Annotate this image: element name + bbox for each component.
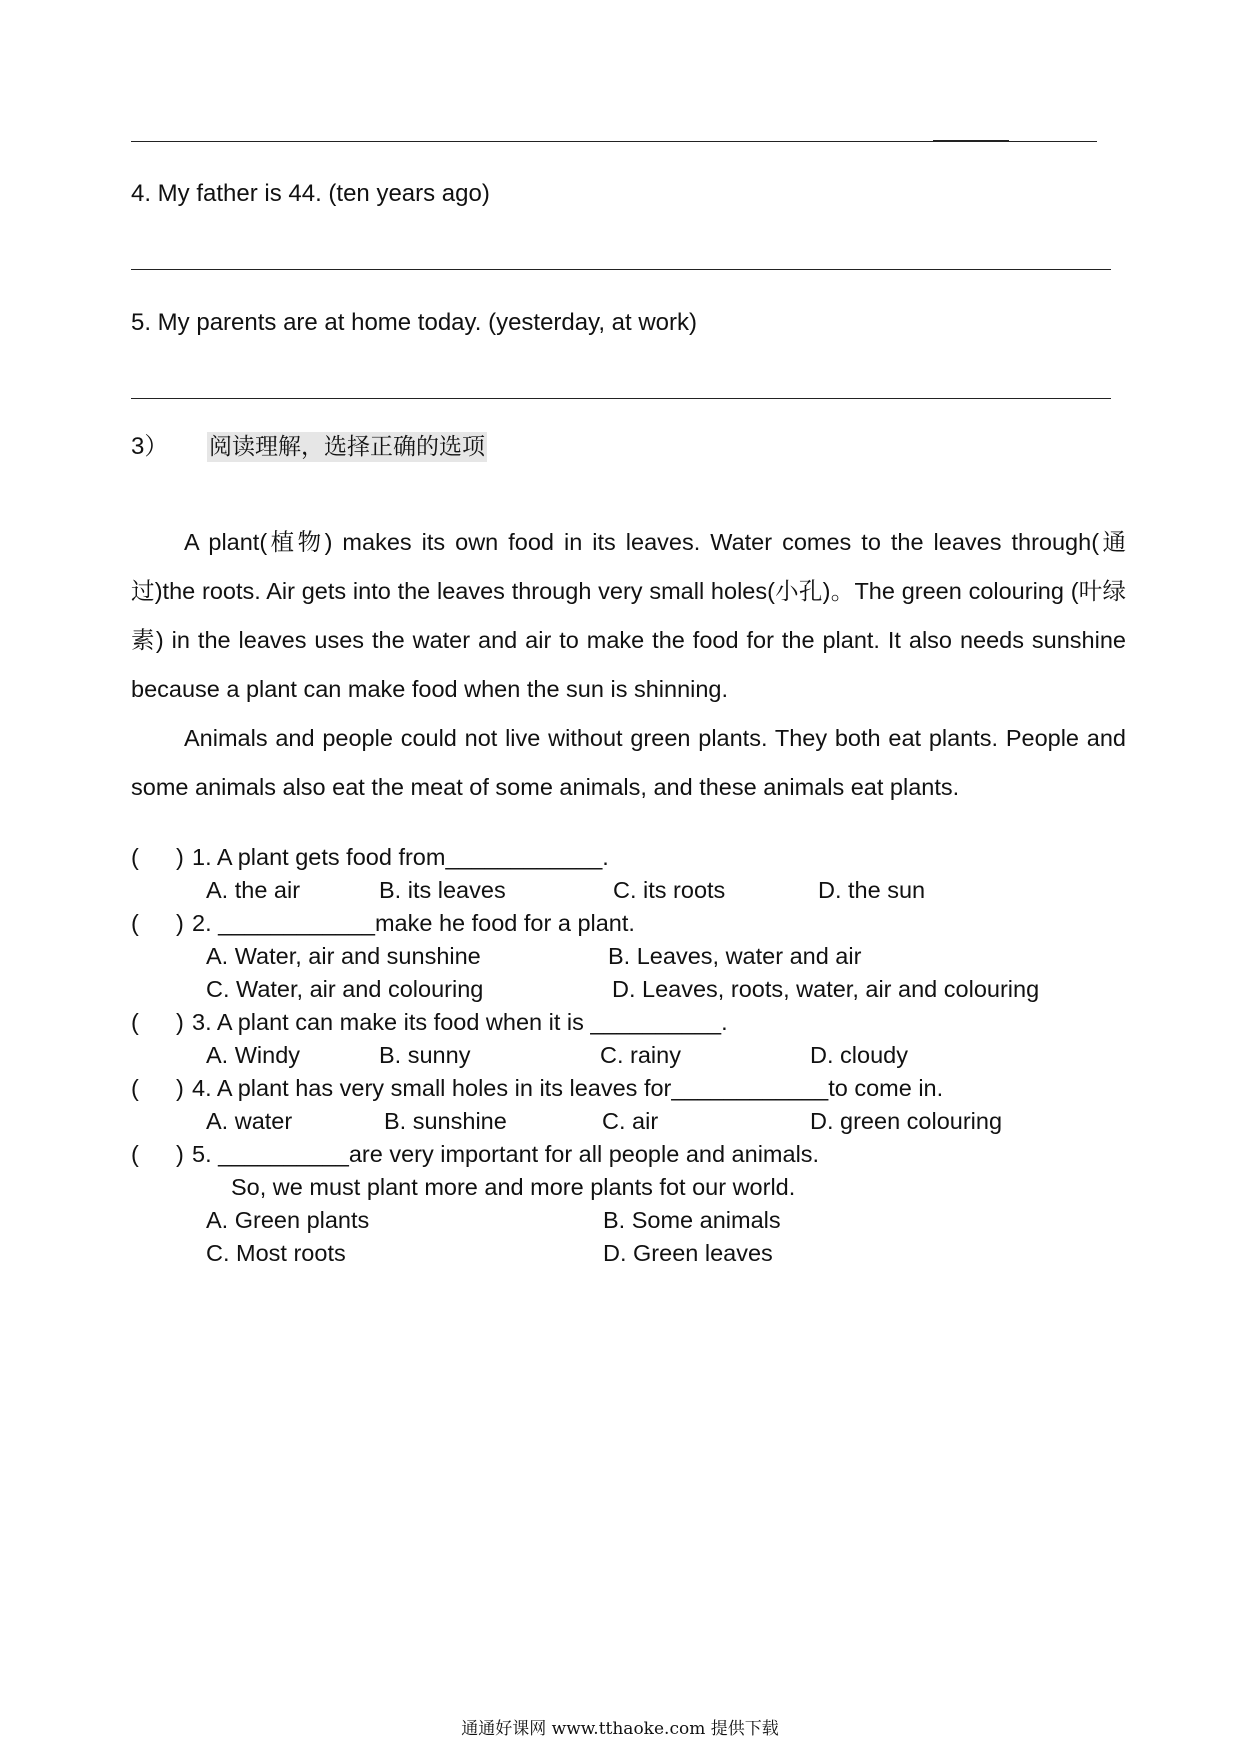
option-d: D. the sun [818, 877, 926, 903]
option-b: B. its leaves [379, 877, 506, 903]
rewrite-item-4: 4. My father is 44. (ten years ago) [131, 180, 490, 207]
passage-paragraph: Animals and people could not live without green plants. They both eat plants. People and some animals also eat the meat of some animals, and these animals eat plants. [131, 725, 1126, 800]
option-a: A. the air [206, 877, 301, 903]
answer-paren-close: ) [176, 844, 184, 870]
answer-paren-close: ) [176, 1075, 184, 1101]
answer-line [131, 398, 1111, 399]
page-footer: 通通好课网 www.tthaoke.com 提供下载 [461, 1719, 779, 1739]
option-c: C. Most roots [206, 1240, 346, 1266]
answer-paren-open: ( [131, 910, 139, 936]
option-c: C. air [602, 1108, 659, 1134]
question-text: 2. ____________make he food for a plant. [192, 910, 635, 936]
option-d: D. Leaves, roots, water, air and colouring [612, 976, 1040, 1002]
reading-passage [131, 518, 1126, 812]
option-b: B. Leaves, water and air [608, 943, 862, 969]
option-a: A. water [206, 1108, 293, 1134]
option-c: C. Water, air and colouring [206, 976, 484, 1002]
answer-paren-open: ( [131, 1075, 139, 1101]
option-d: D. cloudy [810, 1042, 908, 1068]
question-text: 1. A plant gets food from____________. [192, 844, 609, 870]
answer-line [131, 269, 1111, 270]
option-b: B. Some animals [603, 1207, 781, 1233]
rewrite-item-5: 5. My parents are at home today. (yesterday, at work) [131, 309, 698, 336]
question-text: 3. A plant can make its food when it is __________. [192, 1009, 728, 1035]
question-text: 4. A plant has very small holes in its leaves for____________to come in. [192, 1075, 944, 1101]
answer-paren-close: ) [176, 910, 184, 936]
section-heading: 阅读理解，选择正确的选项 [209, 434, 485, 460]
answer-line-accent [933, 140, 1009, 142]
section-header [131, 432, 485, 462]
option-a: A. Green plants [206, 1207, 370, 1233]
option-c: C. its roots [613, 877, 726, 903]
option-c: C. rainy [600, 1042, 681, 1068]
option-a: A. Windy [206, 1042, 301, 1068]
answer-paren-open: ( [131, 1141, 139, 1167]
option-d: D. Green leaves [603, 1240, 773, 1266]
option-d: D. green colouring [810, 1108, 1003, 1134]
option-b: B. sunshine [384, 1108, 507, 1134]
question-text: 5. __________are very important for all people and animals. [192, 1141, 820, 1167]
answer-paren-open: ( [131, 844, 139, 870]
answer-paren-close: ) [176, 1009, 184, 1035]
option-a: A. Water, air and sunshine [206, 943, 481, 969]
section-number: 3） [131, 433, 169, 460]
option-b: B. sunny [379, 1042, 471, 1068]
answer-paren-open: ( [131, 1009, 139, 1035]
passage-paragraph: A plant(植物) makes its own food in its leaves. Water comes to the leaves through(通过)the roots. Air gets into the leaves through very small holes(小孔)。The green colouring (叶绿素) in the leaves uses the water and air to make the food for the plant. It also needs sunshine because a plant can make food when the sun is shinning. [131, 529, 1126, 702]
question-subtext: So, we must plant more and more plants fot our world. [231, 1174, 796, 1200]
answer-paren-close: ) [176, 1141, 184, 1167]
